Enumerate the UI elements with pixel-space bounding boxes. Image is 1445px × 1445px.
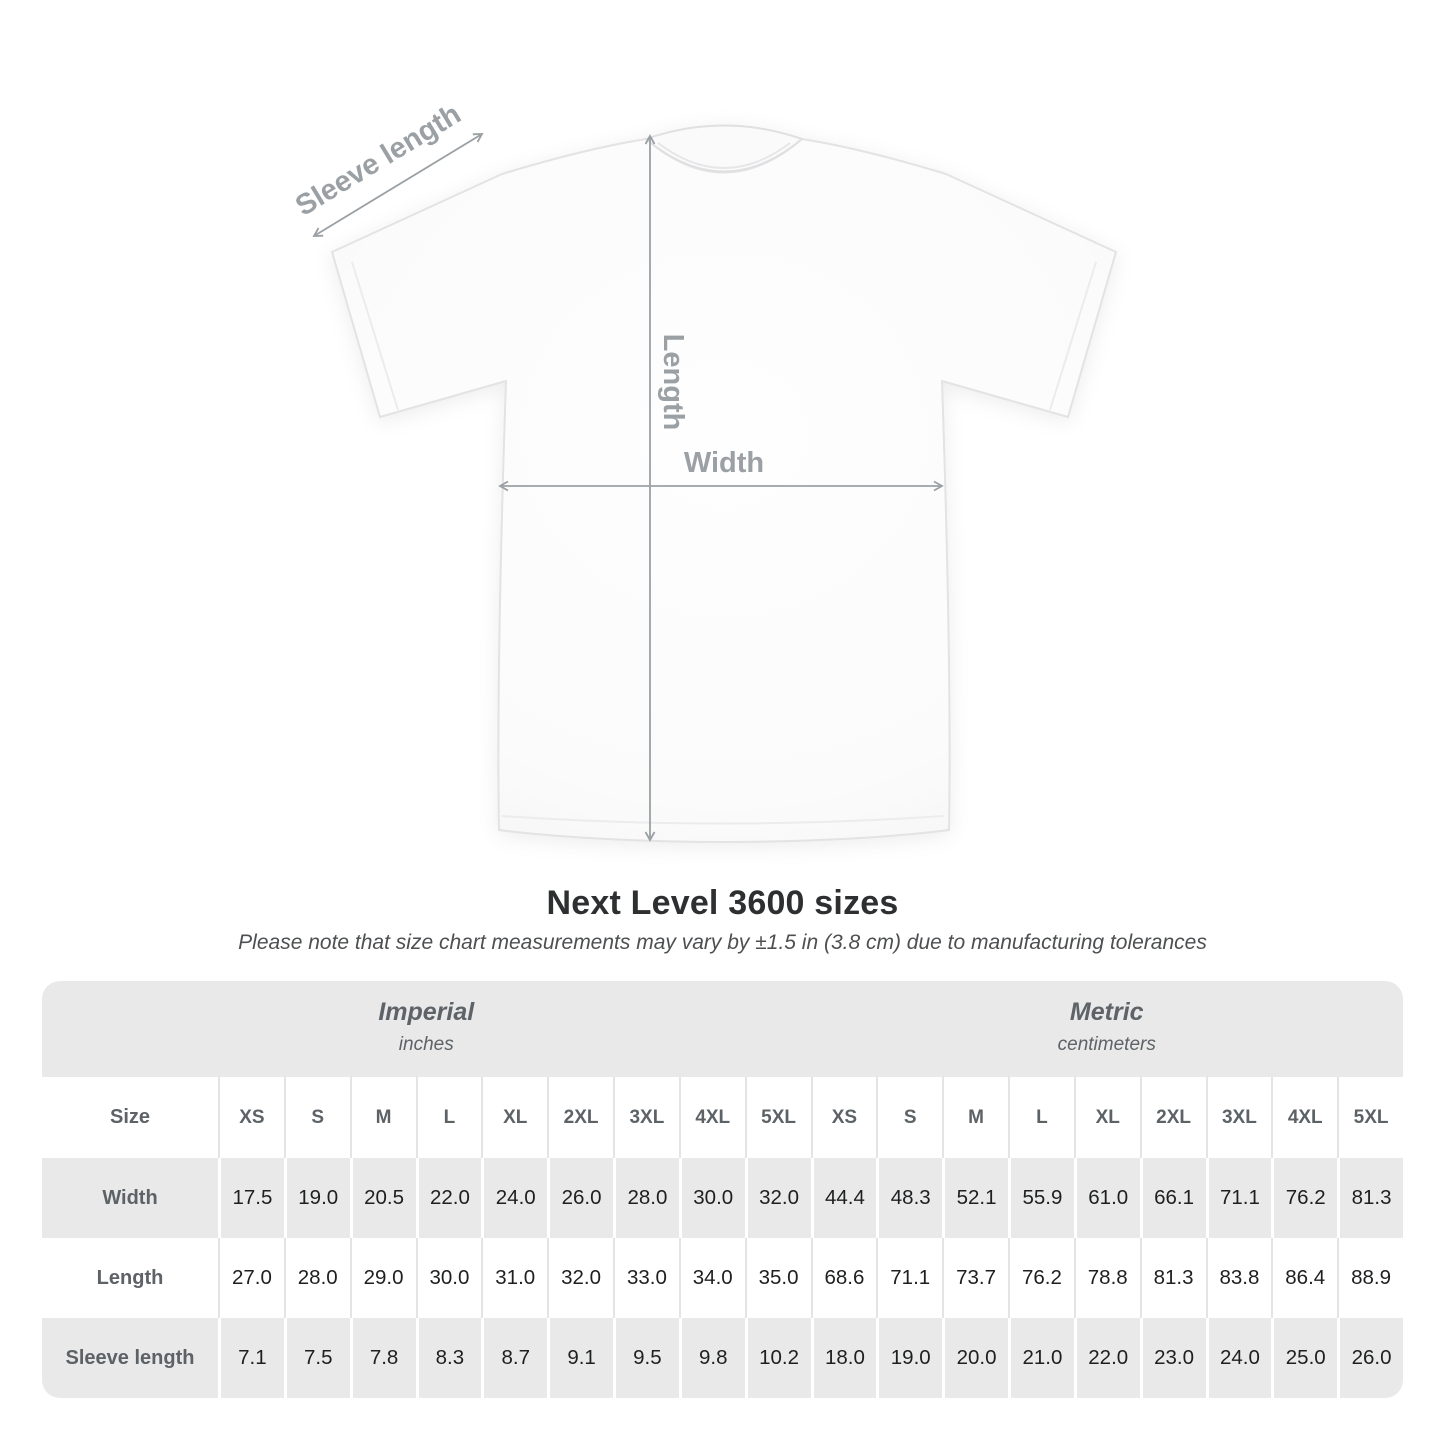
size-col-header: 5XL — [1337, 1077, 1403, 1158]
sleeve-imperial-value: 9.8 — [679, 1318, 745, 1398]
width-imperial-value: 22.0 — [416, 1158, 482, 1238]
width-metric-value: 55.9 — [1008, 1158, 1074, 1238]
length-imperial-value: 28.0 — [284, 1238, 350, 1318]
size-col-header: 3XL — [613, 1077, 679, 1158]
length-imperial-value: 27.0 — [218, 1238, 284, 1318]
sleeve-metric-value: 24.0 — [1206, 1318, 1272, 1398]
length-label: Length — [657, 333, 689, 431]
size-col-header: 5XL — [745, 1077, 811, 1158]
width-metric-value: 76.2 — [1271, 1158, 1337, 1238]
sleeve-metric-value: 18.0 — [811, 1318, 877, 1398]
size-col-header: 4XL — [1271, 1077, 1337, 1158]
width-metric-value: 52.1 — [942, 1158, 1008, 1238]
size-col-header: M — [942, 1077, 1008, 1158]
sleeve-length-label: Sleeve length — [290, 98, 467, 223]
sleeve-metric-value: 25.0 — [1271, 1318, 1337, 1398]
sleeve-metric-value: 19.0 — [876, 1318, 942, 1398]
width-imperial-value: 26.0 — [547, 1158, 613, 1238]
metric-unit: centimeters — [1057, 1034, 1156, 1055]
sleeve-metric-value: 23.0 — [1140, 1318, 1206, 1398]
size-table — [42, 981, 1403, 1398]
width-imperial-value: 24.0 — [481, 1158, 547, 1238]
length-metric-value: 73.7 — [942, 1238, 1008, 1318]
width-imperial-value: 28.0 — [613, 1158, 679, 1238]
sleeve-metric-value: 22.0 — [1074, 1318, 1140, 1398]
imperial-label: Imperial — [378, 998, 475, 1026]
width-metric-value: 71.1 — [1206, 1158, 1272, 1238]
size-col-header: XS — [811, 1077, 877, 1158]
page-title: Next Level 3600 sizes — [546, 884, 899, 922]
size-col-header: L — [416, 1077, 482, 1158]
length-imperial-value: 35.0 — [745, 1238, 811, 1318]
length-metric-value: 78.8 — [1074, 1238, 1140, 1318]
width-label: Width — [683, 447, 765, 479]
sleeve-imperial-value: 7.1 — [218, 1318, 284, 1398]
sleeve-imperial-value: 7.5 — [284, 1318, 350, 1398]
imperial-unit: inches — [398, 1034, 454, 1055]
sleeve-metric-value: 20.0 — [942, 1318, 1008, 1398]
size-col-header: 2XL — [1140, 1077, 1206, 1158]
sleeve-metric-value: 26.0 — [1337, 1318, 1403, 1398]
length-imperial-value: 31.0 — [481, 1238, 547, 1318]
width-imperial-value: 30.0 — [679, 1158, 745, 1238]
page-subtitle: Please note that size chart measurements may vary by ±1.5 in (3.8 cm) due to manufacturing tolerances — [238, 931, 1207, 954]
sleeve-imperial-value: 8.3 — [416, 1318, 482, 1398]
size-col-header: XL — [1074, 1077, 1140, 1158]
metric-label: Metric — [1069, 998, 1144, 1026]
size-col-header: M — [350, 1077, 416, 1158]
length-metric-value: 68.6 — [811, 1238, 877, 1318]
size-col-header: 4XL — [679, 1077, 745, 1158]
length-metric-value: 76.2 — [1008, 1238, 1074, 1318]
length-imperial-value: 34.0 — [679, 1238, 745, 1318]
sleeve-imperial-value: 7.8 — [350, 1318, 416, 1398]
length-metric-value: 81.3 — [1140, 1238, 1206, 1318]
size-col-header: S — [876, 1077, 942, 1158]
width-row-label: Width — [42, 1158, 218, 1238]
length-imperial-value: 30.0 — [416, 1238, 482, 1318]
width-metric-value: 48.3 — [876, 1158, 942, 1238]
length-metric-value: 71.1 — [876, 1238, 942, 1318]
sleeve-imperial-value: 10.2 — [745, 1318, 811, 1398]
length-metric-value: 83.8 — [1206, 1238, 1272, 1318]
size-col-header: 3XL — [1206, 1077, 1272, 1158]
length-imperial-value: 32.0 — [547, 1238, 613, 1318]
sleeve-imperial-value: 8.7 — [481, 1318, 547, 1398]
length-metric-value: 86.4 — [1271, 1238, 1337, 1318]
length-row-label: Length — [42, 1238, 218, 1318]
width-imperial-value: 19.0 — [284, 1158, 350, 1238]
width-metric-value: 44.4 — [811, 1158, 877, 1238]
unit-header-metric — [811, 981, 1404, 1077]
size-col-header: L — [1008, 1077, 1074, 1158]
width-metric-value: 81.3 — [1337, 1158, 1403, 1238]
width-metric-value: 61.0 — [1074, 1158, 1140, 1238]
sleeve-row-label: Sleeve length — [42, 1318, 218, 1398]
size-col-header: XL — [481, 1077, 547, 1158]
length-metric-value: 88.9 — [1337, 1238, 1403, 1318]
size-col-header: XS — [218, 1077, 284, 1158]
width-imperial-value: 32.0 — [745, 1158, 811, 1238]
length-imperial-value: 33.0 — [613, 1238, 679, 1318]
size-col-header: S — [284, 1077, 350, 1158]
sleeve-imperial-value: 9.1 — [547, 1318, 613, 1398]
width-imperial-value: 20.5 — [350, 1158, 416, 1238]
unit-header-imperial — [42, 981, 811, 1077]
length-imperial-value: 29.0 — [350, 1238, 416, 1318]
size-row-label: Size — [42, 1077, 218, 1158]
sleeve-metric-value: 21.0 — [1008, 1318, 1074, 1398]
size-col-header: 2XL — [547, 1077, 613, 1158]
sleeve-imperial-value: 9.5 — [613, 1318, 679, 1398]
width-imperial-value: 17.5 — [218, 1158, 284, 1238]
width-metric-value: 66.1 — [1140, 1158, 1206, 1238]
tshirt-body — [332, 126, 1116, 843]
